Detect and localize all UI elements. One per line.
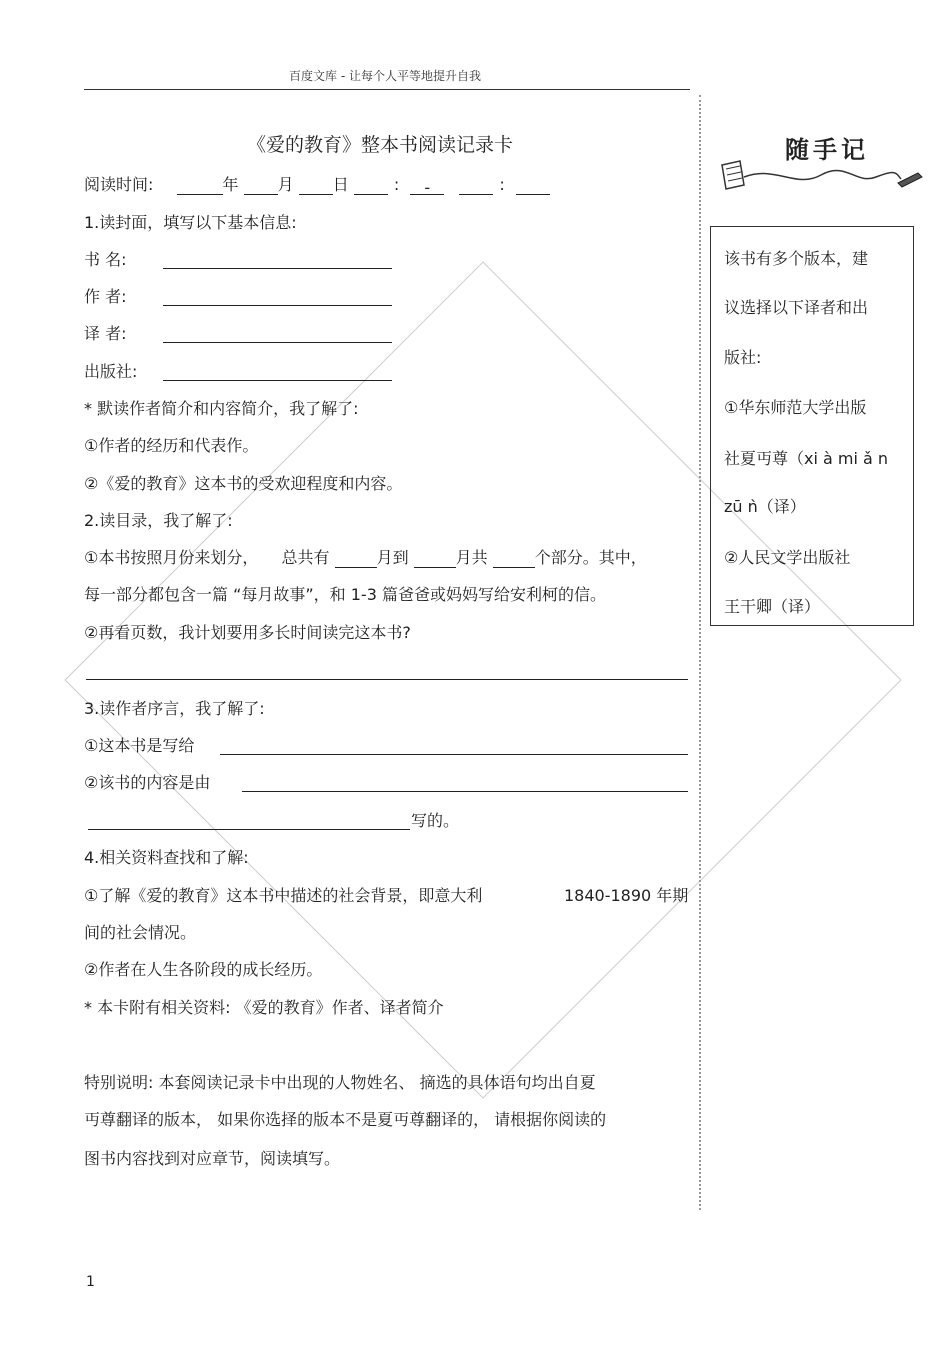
section3-item-1: ①这本书是写给	[84, 736, 195, 755]
section1-heading: 1.读封面，填写以下基本信息:	[84, 213, 297, 232]
translator-field[interactable]	[163, 342, 392, 343]
end-minute-blank[interactable]	[516, 178, 550, 195]
section2-item-1-line2: 每一部分都包含一篇 “每月故事”，和 1-3 篇爸爸或妈妈写给安利柯的信。	[84, 585, 606, 604]
sidebar-line-5: 社夏丏尊（xi à mi ǎ n	[724, 449, 889, 468]
section1-item-1: ①作者的经历和代表作。	[84, 436, 259, 455]
special-note-line-3: 图书内容找到对应章节，阅读填写。	[84, 1149, 341, 1168]
header-rule	[84, 89, 690, 90]
section2-item-1-text-c: 月到	[376, 548, 409, 567]
start-minute-blank[interactable]	[410, 178, 444, 195]
month-blank[interactable]	[244, 178, 278, 195]
section3-item-2-end: 写的。	[411, 811, 460, 830]
sidebar-line-4: ①华东师范大学出版	[724, 398, 867, 417]
page-title: 《爱的教育》整本书阅读记录卡	[246, 134, 513, 156]
section4-item-1-line2: 间的社会情况。	[84, 923, 197, 942]
colon-1: :	[393, 175, 400, 194]
section4-item-1-a: ①了解《爱的教育》这本书中描述的社会背景，即意大利	[84, 886, 483, 905]
section2-item-1-text-d: 月共	[455, 548, 488, 567]
page-number: 1	[86, 1274, 95, 1290]
section2-item-1-text-a: ①本书按照月份来划分，	[84, 548, 259, 567]
reading-time-row	[84, 175, 550, 195]
content-source-field-2[interactable]	[88, 829, 410, 830]
day-blank[interactable]	[299, 178, 333, 195]
year-blank[interactable]	[177, 178, 223, 195]
start-hour-blank[interactable]	[354, 178, 388, 195]
author-label: 作 者:	[84, 287, 127, 306]
end-hour-blank[interactable]	[459, 178, 493, 195]
content-source-field[interactable]	[242, 791, 688, 792]
book-name-field[interactable]	[163, 268, 392, 269]
translator-label: 译 者:	[84, 324, 127, 343]
section2-item-1-text-e: 个部分。其中，	[534, 548, 647, 567]
notebook-icon	[722, 161, 744, 189]
parts-count-blank[interactable]	[493, 551, 535, 568]
sidebar-title: 随手记	[785, 135, 869, 164]
end-month-blank[interactable]	[414, 551, 456, 568]
section4-item-2: ②作者在人生各阶段的成长经历。	[84, 960, 323, 979]
sidebar-line-1: 该书有多个版本，建	[724, 249, 869, 268]
reading-time-label: 阅读时间:	[84, 175, 154, 194]
section2-item-1	[84, 548, 647, 568]
column-divider	[699, 95, 701, 1210]
section3-item-2: ②该书的内容是由	[84, 773, 211, 792]
dash-sep: -	[424, 178, 431, 197]
section4-note: * 本卡附有相关资料: 《爱的教育》作者、译者简介	[84, 998, 444, 1017]
pencil-icon	[898, 173, 922, 187]
section2-heading: 2.读目录，我了解了:	[84, 511, 233, 530]
reading-plan-field[interactable]	[86, 679, 688, 680]
publisher-label: 出版社:	[84, 362, 138, 381]
section4-item-1-b: 1840-1890 年期	[564, 886, 689, 905]
sidebar-line-6: zū ǹ（译）	[724, 497, 806, 516]
start-month-blank[interactable]	[335, 551, 377, 568]
section2-item-2: ②再看页数，我计划要用多长时间读完这本书?	[84, 623, 411, 642]
year-label: 年	[222, 175, 239, 194]
special-note-line-2: 丏尊翻译的版本， 如果你选择的版本不是夏丏尊翻译的， 请根据你阅读的	[84, 1110, 607, 1129]
book-name-label: 书 名:	[84, 250, 127, 269]
day-label: 日	[332, 175, 349, 194]
pen-scribble-decoration	[716, 155, 926, 195]
special-note-line-1: 特别说明: 本套阅读记录卡中出现的人物姓名、 摘选的具体语句均出自夏	[84, 1073, 596, 1092]
colon-2: :	[499, 175, 505, 194]
sidebar-line-3: 版社:	[724, 348, 762, 367]
audience-field[interactable]	[220, 754, 688, 755]
section4-heading: 4.相关资料查找和了解:	[84, 848, 249, 867]
section2-item-1-text-b: 总共有	[281, 548, 330, 567]
section1-item-2: ②《爱的教育》这本书的受欢迎程度和内容。	[84, 474, 403, 493]
sidebar-line-2: 议选择以下译者和出	[724, 298, 869, 317]
publisher-field[interactable]	[163, 380, 392, 381]
page-header: 百度文库 - 让每个人平等地提升自我	[289, 69, 481, 83]
section1-note: * 默读作者简介和内容简介，我了解了:	[84, 399, 359, 418]
sidebar-line-7: ②人民文学出版社	[724, 548, 851, 567]
author-field[interactable]	[163, 305, 392, 306]
month-label: 月	[277, 175, 294, 194]
sidebar-line-8: 王干卿（译）	[724, 597, 821, 616]
section3-heading: 3.读作者序言，我了解了:	[84, 699, 265, 718]
